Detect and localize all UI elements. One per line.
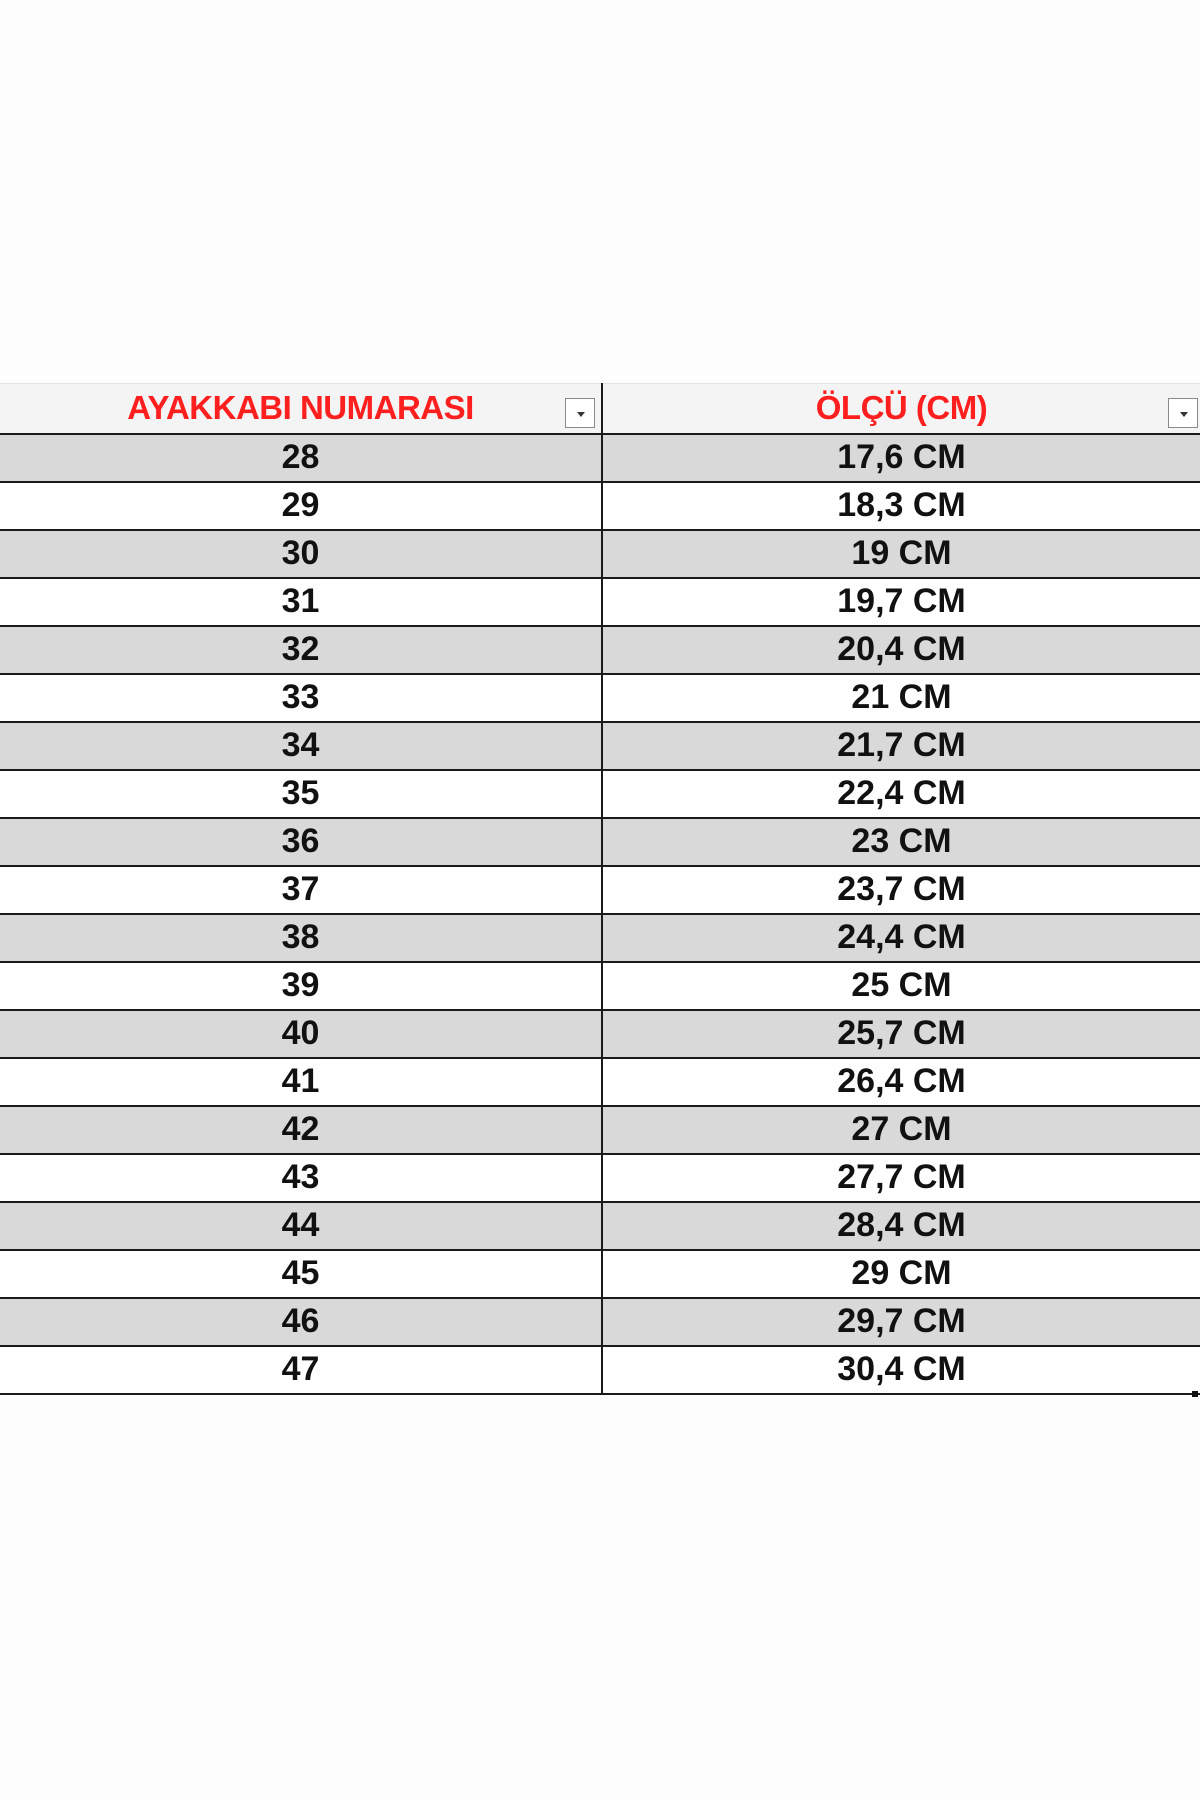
size-chart-sheet (0, 383, 1200, 1395)
cell-measurement[interactable]: 21 CM (602, 674, 1200, 722)
cell-shoe-size[interactable]: 36 (0, 818, 602, 866)
table-row (0, 770, 1200, 818)
table-row (0, 1202, 1200, 1250)
cell-measurement[interactable]: 25 CM (602, 962, 1200, 1010)
table-row (0, 530, 1200, 578)
cell-shoe-size[interactable]: 33 (0, 674, 602, 722)
dropdown-arrow-icon[interactable] (1168, 398, 1198, 428)
table-row (0, 626, 1200, 674)
header-measurement-label: ÖLÇÜ (CM) (815, 389, 988, 427)
dropdown-arrow-icon[interactable] (565, 398, 595, 428)
table-row (0, 1106, 1200, 1154)
cell-measurement[interactable]: 29,7 CM (602, 1298, 1200, 1346)
cell-shoe-size[interactable]: 30 (0, 530, 602, 578)
table-row (0, 1250, 1200, 1298)
cell-shoe-size[interactable]: 40 (0, 1010, 602, 1058)
table-row (0, 866, 1200, 914)
cell-measurement[interactable]: 20,4 CM (602, 626, 1200, 674)
cell-shoe-size[interactable]: 42 (0, 1106, 602, 1154)
table-row (0, 434, 1200, 482)
table-row (0, 1154, 1200, 1202)
table-row (0, 1010, 1200, 1058)
table-header (0, 384, 1200, 434)
cell-measurement[interactable]: 19 CM (602, 530, 1200, 578)
table-row (0, 482, 1200, 530)
cell-shoe-size[interactable]: 37 (0, 866, 602, 914)
cell-measurement[interactable]: 22,4 CM (602, 770, 1200, 818)
cell-shoe-size[interactable]: 34 (0, 722, 602, 770)
header-shoe-size-label: AYAKKABI NUMARASI (127, 389, 474, 427)
table-row (0, 1058, 1200, 1106)
cell-measurement[interactable]: 21,7 CM (602, 722, 1200, 770)
fill-handle[interactable] (1192, 1391, 1198, 1397)
cell-measurement[interactable]: 23,7 CM (602, 866, 1200, 914)
cell-shoe-size[interactable]: 45 (0, 1250, 602, 1298)
cell-measurement[interactable]: 23 CM (602, 818, 1200, 866)
cell-shoe-size[interactable]: 29 (0, 482, 602, 530)
cell-shoe-size[interactable]: 32 (0, 626, 602, 674)
table-row (0, 1346, 1200, 1394)
cell-shoe-size[interactable]: 44 (0, 1202, 602, 1250)
shoe-size-table (0, 383, 1200, 1395)
table-row (0, 722, 1200, 770)
table-row (0, 1298, 1200, 1346)
cell-measurement[interactable]: 17,6 CM (602, 434, 1200, 482)
cell-measurement[interactable]: 30,4 CM (602, 1346, 1200, 1394)
cell-measurement[interactable]: 25,7 CM (602, 1010, 1200, 1058)
table-row (0, 818, 1200, 866)
cell-measurement[interactable]: 27,7 CM (602, 1154, 1200, 1202)
cell-shoe-size[interactable]: 43 (0, 1154, 602, 1202)
cell-measurement[interactable]: 24,4 CM (602, 914, 1200, 962)
header-measurement[interactable] (602, 384, 1200, 434)
cell-measurement[interactable]: 29 CM (602, 1250, 1200, 1298)
cell-shoe-size[interactable]: 39 (0, 962, 602, 1010)
cell-measurement[interactable]: 19,7 CM (602, 578, 1200, 626)
cell-shoe-size[interactable]: 41 (0, 1058, 602, 1106)
cell-measurement[interactable]: 28,4 CM (602, 1202, 1200, 1250)
cell-shoe-size[interactable]: 47 (0, 1346, 602, 1394)
header-row (0, 384, 1200, 434)
cell-measurement[interactable]: 26,4 CM (602, 1058, 1200, 1106)
table-row (0, 578, 1200, 626)
table-body (0, 434, 1200, 1394)
cell-shoe-size[interactable]: 31 (0, 578, 602, 626)
cell-shoe-size[interactable]: 28 (0, 434, 602, 482)
cell-shoe-size[interactable]: 38 (0, 914, 602, 962)
cell-measurement[interactable]: 18,3 CM (602, 482, 1200, 530)
cell-shoe-size[interactable]: 46 (0, 1298, 602, 1346)
cell-measurement[interactable]: 27 CM (602, 1106, 1200, 1154)
table-row (0, 962, 1200, 1010)
cell-shoe-size[interactable]: 35 (0, 770, 602, 818)
table-row (0, 914, 1200, 962)
table-row (0, 674, 1200, 722)
header-shoe-size[interactable] (0, 384, 602, 434)
